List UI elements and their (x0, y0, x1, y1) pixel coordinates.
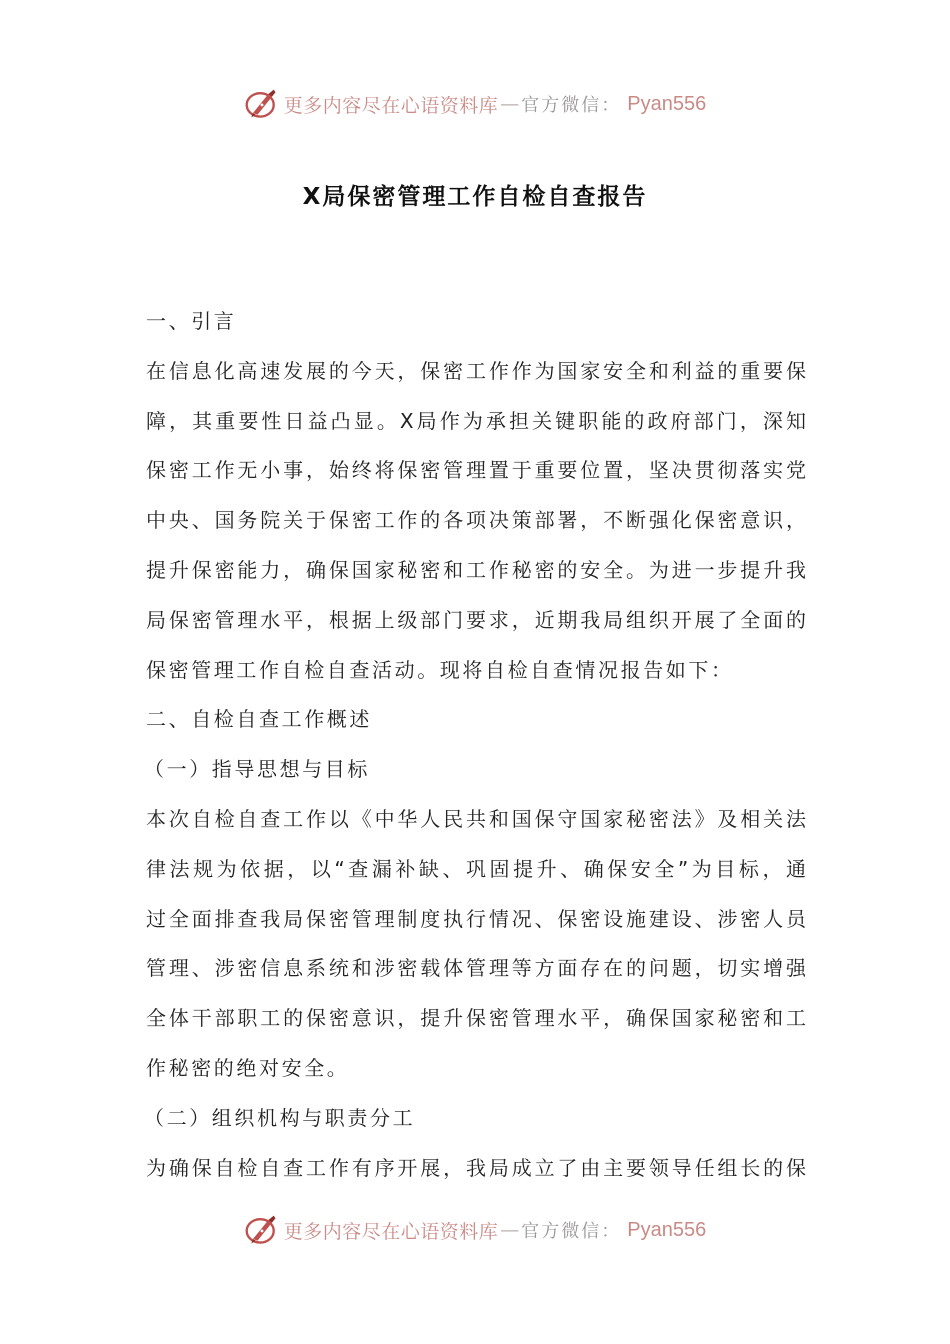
paragraph-line: 为确保自检自查工作有序开展，我局成立了由主要领导任组长的保 (146, 1155, 806, 1180)
banner-separator: — (500, 93, 520, 115)
banner-site-text: 更多内容尽在心语资料库 (283, 94, 499, 117)
paragraph-line: 作秘密的绝对安全。 (146, 1055, 350, 1080)
paragraph-line: 过全面排查我局保密管理制度执行情况、保密设施建设、涉密人员 (146, 906, 806, 931)
paragraph-line: 律法规为依据，以“查漏补缺、巩固提升、确保安全”为目标，通 (146, 856, 806, 881)
subsection-heading: （二）组织机构与职责分工 (144, 1105, 416, 1130)
subsection-heading: （一）指导思想与目标 (144, 757, 370, 782)
banner-wechat-label: 官方微信： (521, 95, 622, 116)
pen-nib-logo-icon (244, 86, 280, 122)
banner-wechat-id: Pyan556 (627, 1218, 707, 1241)
paragraph-line: 障，其重要性日益凸显。X局作为承担关键职能的政府部门，深知 (146, 408, 806, 433)
paragraph-line: 在信息化高速发展的今天，保密工作作为国家安全和利益的重要保 (146, 358, 806, 383)
pen-nib-logo-icon (244, 1212, 280, 1248)
banner-wechat-label: 官方微信： (521, 1221, 622, 1242)
section-heading: 二、自检自查工作概述 (146, 707, 372, 732)
banner-site-text: 更多内容尽在心语资料库 (283, 1220, 499, 1243)
banner-separator: — (500, 1219, 520, 1241)
paragraph-line: 管理、涉密信息系统和涉密载体管理等方面存在的问题，切实增强 (146, 956, 806, 981)
header-banner (0, 84, 950, 124)
paragraph-line: 保密工作无小事，始终将保密管理置于重要位置，坚决贯彻落实党 (146, 458, 806, 483)
paragraph-line: 全体干部职工的保密意识，提升保密管理水平，确保国家秘密和工 (146, 1006, 806, 1031)
document-title: X局保密管理工作自检自查报告 (302, 184, 648, 210)
paragraph-line: 本次自检自查工作以《中华人民共和国保守国家秘密法》及相关法 (146, 806, 806, 831)
section-heading: 一、引言 (146, 309, 237, 333)
paragraph-line: 保密管理工作自检自查活动。现将自检自查情况报告如下： (146, 657, 734, 682)
banner-wechat-id: Pyan556 (627, 92, 707, 115)
footer-banner (0, 1210, 950, 1250)
paragraph-line: 局保密管理水平，根据上级部门要求，近期我局组织开展了全面的 (146, 607, 806, 632)
paragraph-line: 提升保密能力，确保国家秘密和工作秘密的安全。为进一步提升我 (146, 557, 806, 582)
paragraph-line: 中央、国务院关于保密工作的各项决策部署，不断强化保密意识， (146, 508, 806, 533)
document-body (146, 297, 806, 1193)
